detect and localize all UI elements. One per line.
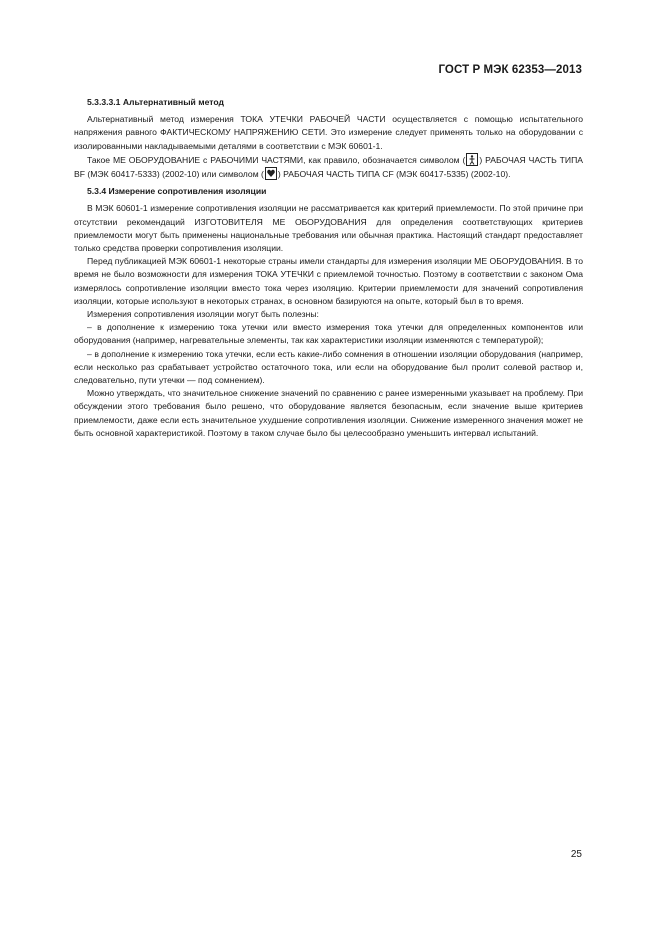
symbols-text-c: ) РАБОЧАЯ ЧАСТЬ ТИПА CF (МЭК 60417-5335) (2002-10).	[277, 169, 511, 180]
list-item-1: – в дополнение к измерению тока утечки или вместо измерения тока утечки для определенных компонентов или оборудования (например, нагревательные элементы, так как характеристики изоляции изменяются с температурой);	[74, 322, 583, 346]
paragraph-iec-60601: В МЭК 60601-1 измерение сопротивления изоляции не рассматривается как критерий приемлемости. По этой причине при отсутствии рекомендаций ИЗГОТОВИТЕЛЯ МЕ ОБОРУДОВАНИЯ для определения соответствующих критериев приемлемости могут быть применены национальные требования или обычная практика. Настоящий стандарт предоставляет только средства проверки сопротивления изоляции.	[74, 203, 583, 254]
heading-5-3-4: 5.3.4 Измерение сопротивления изоляции	[87, 186, 267, 197]
paragraph-symbols	[74, 153, 583, 181]
paragraph-history: Перед публикацией МЭК 60601-1 некоторые страны имели стандарты для измерения изоляции МЕ ОБОРУДОВАНИЯ. В то время не было возможности для измерения ТОКА УТЕЧКИ с приемлемой точностью. Поэтому в соответствии с законом Ома измерялось сопротивление изоляции вместо тока через изоляцию. Критерии приемлемости для значений сопротивления изоляции, которые используют в некоторых странах, в основном базируются на опыте, который был в то время.	[74, 256, 583, 306]
symbols-text-a: Такое МЕ ОБОРУДОВАНИЕ с РАБОЧИМИ ЧАСТЯМИ, как правило, обозначается символом (	[87, 154, 466, 165]
body-text	[74, 96, 583, 440]
paragraph-conclusion: Можно утверждать, что значительное снижение значений по сравнению с ранее измеренными указывает на проблему. При обсуждении этого требования было решено, что оборудование является безопасным, если значение выше критериев приемлемости, даже если есть значительное ухудшение сопротивления изоляции. Снижение измеренного значения может не быть основной характеристикой. Поэтому в таком случае было бы целесообразно уменьшить интервал испытаний.	[74, 388, 583, 438]
symbols-text-b: ) РАБОЧАЯ ЧАСТЬ ТИПА BF (МЭК 60417-5333) (2002-10) или символом (	[74, 154, 583, 180]
page-number: 25	[570, 849, 582, 860]
standard-designation: ГОСТ Р МЭК 62353—2013	[438, 64, 582, 76]
body-figure-icon	[466, 153, 478, 166]
heart-icon	[265, 167, 277, 180]
paragraph-alt-method: Альтернативный метод измерения ТОКА УТЕЧКИ РАБОЧЕЙ ЧАСТИ осуществляется с помощью испытательного напряжения равного ФАКТИЧЕСКОМУ НАПРЯЖЕНИЮ СЕТИ. Это измерение следует применять только на оборудовании с изолированными накладываемыми деталями в соответствии с МЭК 60601-1.	[74, 114, 583, 151]
paragraph-usefulness: Измерения сопротивления изоляции могут быть полезны:	[87, 309, 319, 320]
heading-5-3-3-3-1: 5.3.3.3.1 Альтернативный метод	[87, 97, 224, 107]
list-item-2: – в дополнение к измерению тока утечки, если есть какие-либо сомнения в отношении изоляции оборудования (например, если несколько раз срабатывает устройство остаточного тока, или если на оборудование был пролит солевой раствор и, следовательно, пути утечки — под сомнением).	[74, 348, 583, 386]
